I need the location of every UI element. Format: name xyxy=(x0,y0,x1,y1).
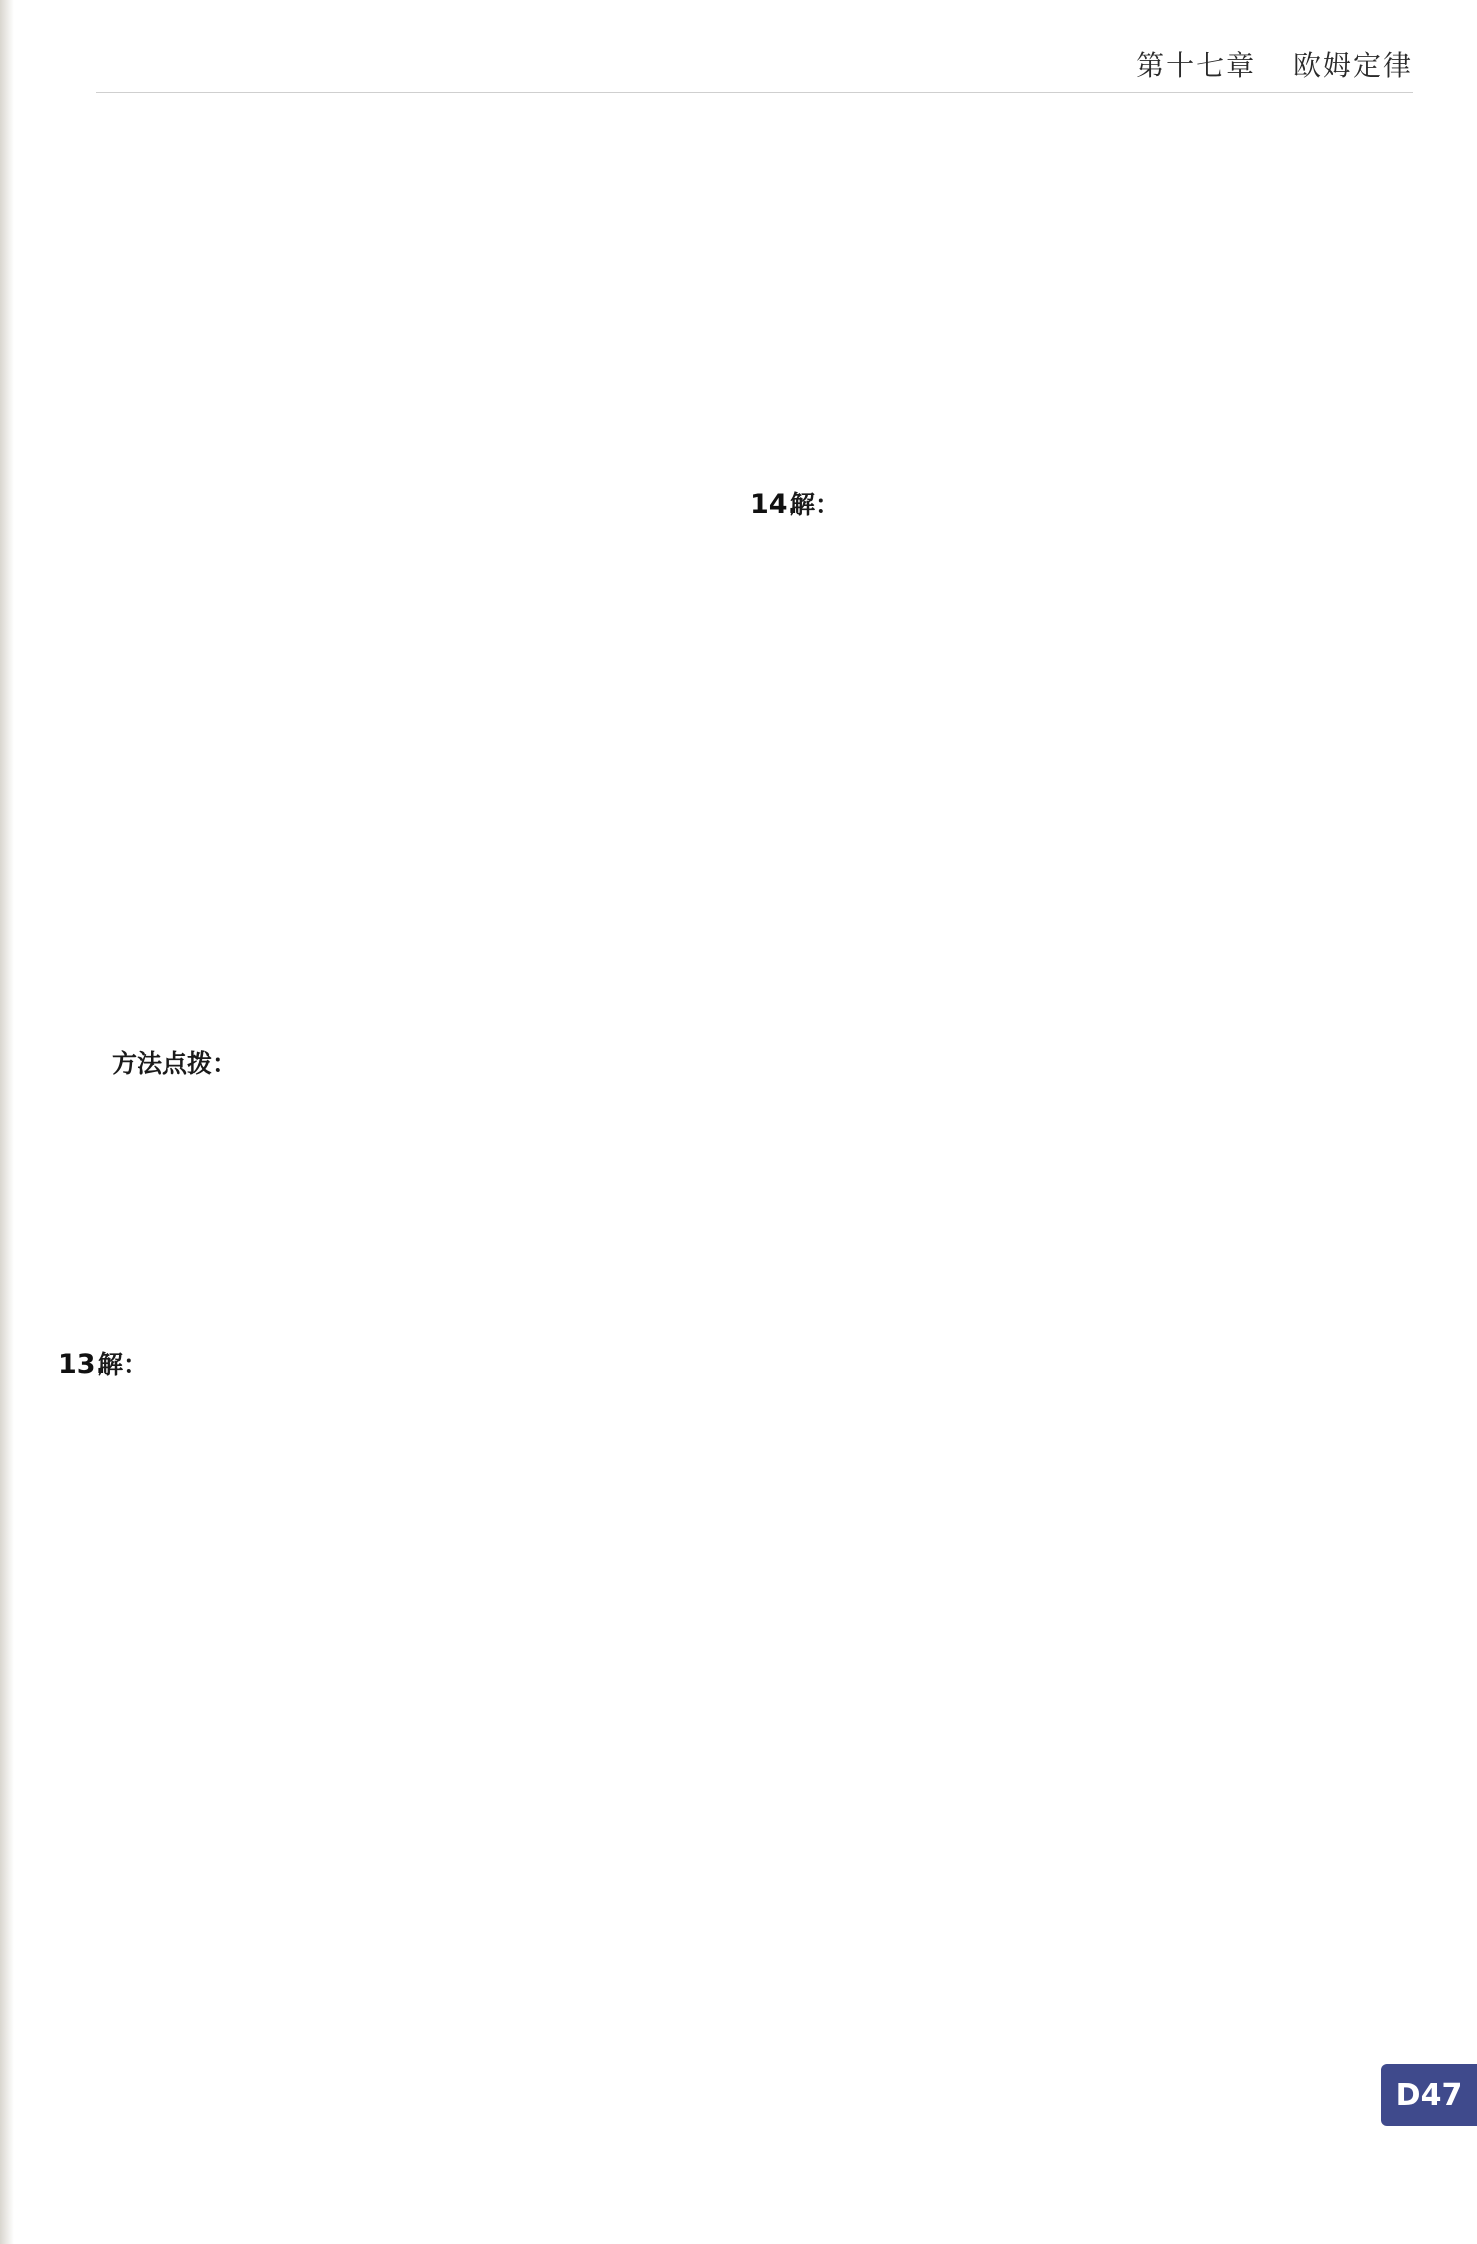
text-line xyxy=(790,1601,1410,1644)
text-line xyxy=(790,784,1410,827)
text-line xyxy=(790,956,1410,999)
text-line xyxy=(98,612,710,655)
text-line xyxy=(790,1730,1410,1773)
text-line xyxy=(98,956,710,999)
text-line xyxy=(790,139,1410,182)
text-line xyxy=(98,1429,710,1472)
text-line xyxy=(98,741,710,784)
problem-14-body xyxy=(790,526,1410,1988)
text-line xyxy=(98,1945,710,1988)
text-line xyxy=(790,1902,1410,1945)
text-line xyxy=(98,1687,710,1730)
text-line xyxy=(98,1902,710,1945)
text-line xyxy=(790,655,1410,698)
text-line xyxy=(790,1515,1410,1558)
left-solution-block xyxy=(98,96,710,354)
text-line xyxy=(790,1816,1410,1859)
text-line xyxy=(790,1128,1410,1171)
text-line xyxy=(98,526,710,569)
text-line xyxy=(98,1730,710,1773)
text-line xyxy=(98,2031,710,2074)
text-line xyxy=(790,913,1410,956)
problem-13 xyxy=(58,1343,710,2117)
text-line xyxy=(98,311,710,354)
text-line xyxy=(790,569,1410,612)
right-solution-continued xyxy=(790,96,1410,483)
text-line xyxy=(790,1343,1410,1386)
text-line xyxy=(98,1859,710,1902)
left-column xyxy=(58,96,710,2117)
text-line xyxy=(790,1214,1410,1257)
text-line xyxy=(790,1558,1410,1601)
text-line xyxy=(98,354,710,397)
text-line xyxy=(98,139,710,182)
problem-number: 14. xyxy=(750,489,798,520)
text-line xyxy=(98,569,710,612)
text-line xyxy=(98,1386,710,1429)
text-line xyxy=(790,1859,1410,1902)
text-line xyxy=(98,225,710,268)
text-line xyxy=(790,225,1410,268)
running-header xyxy=(1136,44,1413,84)
text-line xyxy=(98,268,710,311)
text-line xyxy=(112,1085,710,1128)
chapter-title: 欧姆定律 xyxy=(1292,49,1413,82)
text-line xyxy=(790,1429,1410,1472)
text-line xyxy=(98,698,710,741)
text-line xyxy=(790,96,1410,139)
text-line xyxy=(790,354,1410,397)
text-line xyxy=(790,1472,1410,1515)
text-line xyxy=(790,999,1410,1042)
text-line xyxy=(112,1257,710,1300)
header-rule xyxy=(96,92,1413,93)
text-line xyxy=(98,440,710,483)
chapter-number: 第十七章 xyxy=(1136,49,1257,82)
text-line xyxy=(98,483,710,526)
text-line xyxy=(98,182,710,225)
text-line xyxy=(790,741,1410,784)
right-column xyxy=(750,96,1410,1988)
text-line xyxy=(98,827,710,870)
text-line xyxy=(98,999,710,1042)
text-line xyxy=(98,1601,710,1644)
method-tip-body xyxy=(112,1085,710,1343)
left-solution-continued xyxy=(98,354,710,1042)
text-line xyxy=(98,1558,710,1601)
text-line xyxy=(98,1816,710,1859)
text-line xyxy=(112,1214,710,1257)
text-line xyxy=(790,1687,1410,1730)
problem-number: 13. xyxy=(58,1349,106,1380)
text-line xyxy=(98,1644,710,1687)
text-line xyxy=(790,827,1410,870)
text-line xyxy=(790,268,1410,311)
solution-lead: 解： xyxy=(790,490,841,519)
text-line xyxy=(98,1515,710,1558)
text-line xyxy=(790,1773,1410,1816)
text-line xyxy=(790,1085,1410,1128)
text-line xyxy=(112,1300,710,1343)
text-line xyxy=(790,440,1410,483)
text-line xyxy=(98,655,710,698)
text-line xyxy=(790,1042,1410,1085)
method-tip-title: 方法点拨： xyxy=(112,1049,238,1078)
text-line xyxy=(790,1257,1410,1300)
text-line xyxy=(790,1171,1410,1214)
text-line xyxy=(790,526,1410,569)
text-line xyxy=(98,913,710,956)
solution-lead: 解： xyxy=(98,1350,149,1379)
text-line xyxy=(98,397,710,440)
page-gutter-shadow xyxy=(0,0,14,2244)
text-line xyxy=(790,870,1410,913)
text-line xyxy=(790,182,1410,225)
text-line xyxy=(112,1171,710,1214)
text-line xyxy=(98,1988,710,2031)
text-line xyxy=(98,1472,710,1515)
text-line xyxy=(98,784,710,827)
text-line xyxy=(98,870,710,913)
text-line xyxy=(790,612,1410,655)
page-number-tag: D47 xyxy=(1381,2064,1477,2126)
method-tip-box xyxy=(98,1042,710,1343)
text-line xyxy=(98,2074,710,2117)
text-line xyxy=(790,698,1410,741)
text-line xyxy=(790,311,1410,354)
text-line xyxy=(790,397,1410,440)
text-line xyxy=(98,96,710,139)
text-line xyxy=(790,1644,1410,1687)
text-line xyxy=(98,1773,710,1816)
text-line xyxy=(790,1300,1410,1343)
problem-13-body xyxy=(98,1386,710,2117)
text-line xyxy=(112,1128,710,1171)
text-line xyxy=(790,1386,1410,1429)
problem-14 xyxy=(750,483,1410,1988)
text-line xyxy=(790,1945,1410,1988)
